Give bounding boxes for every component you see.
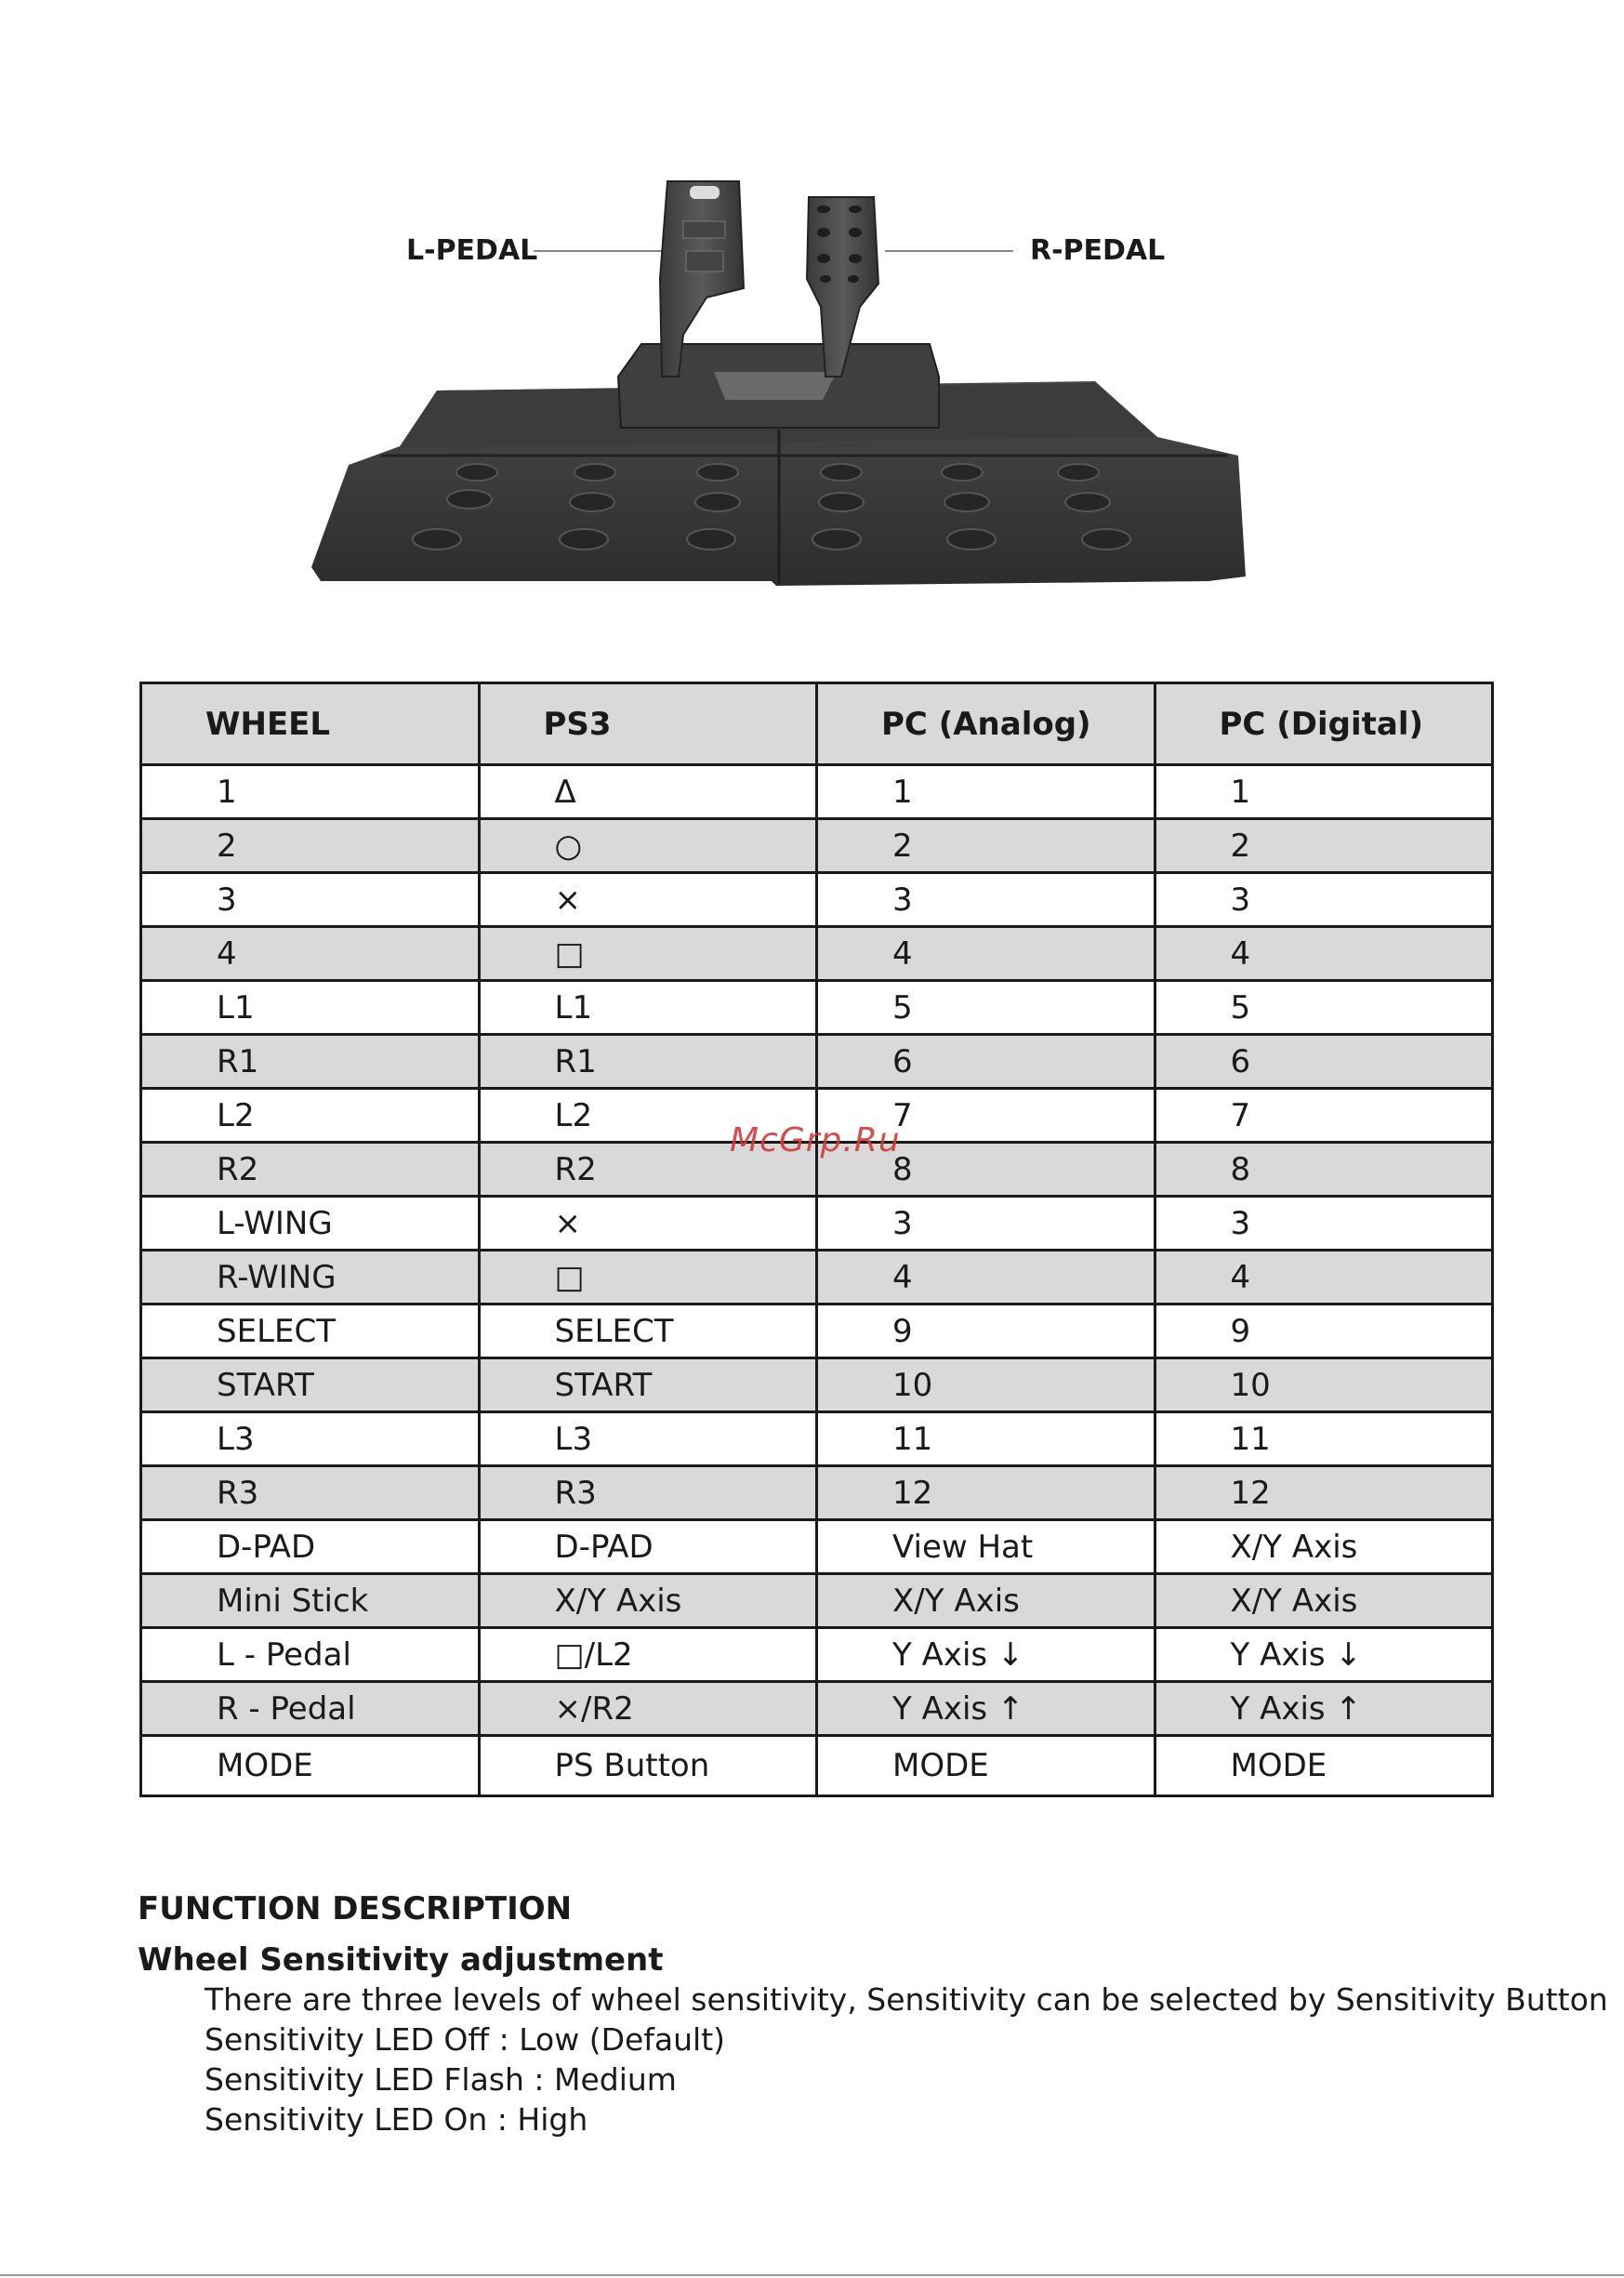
column-header-pc-digital: PC (Digital): [1155, 683, 1493, 765]
table-cell: 2: [141, 819, 480, 873]
table-cell: R3: [141, 1466, 480, 1520]
table-cell: ×/R2: [479, 1682, 817, 1736]
table-cell: X/Y Axis: [479, 1574, 817, 1628]
table-cell: SELECT: [141, 1305, 480, 1358]
table-cell: 2: [817, 819, 1155, 873]
table-cell: START: [141, 1358, 480, 1412]
table-cell: ×: [479, 1197, 817, 1251]
description-line: Sensitivity LED On : High: [205, 2101, 588, 2138]
column-header-ps3: PS3: [479, 683, 817, 765]
table-cell: L2: [479, 1089, 817, 1143]
description-line: Sensitivity LED Flash : Medium: [205, 2061, 677, 2098]
table-cell: 3: [141, 873, 480, 927]
table-cell: Y Axis ↓: [817, 1628, 1155, 1682]
pedal-unit-figure: [0, 0, 1624, 632]
button-mapping-table: [139, 682, 1494, 1797]
table-cell: 8: [1155, 1143, 1493, 1197]
table-cell: PS Button: [479, 1736, 817, 1796]
table-cell: 1: [141, 765, 480, 819]
table-row: [141, 1466, 1493, 1520]
table-cell: 3: [817, 1197, 1155, 1251]
l-pedal-callout: L-PEDAL: [406, 234, 538, 267]
table-cell: R-WING: [141, 1251, 480, 1305]
table-cell: ×: [479, 873, 817, 927]
table-cell: Mini Stick: [141, 1574, 480, 1628]
table-cell: ○: [479, 819, 817, 873]
table-cell: Y Axis ↑: [1155, 1682, 1493, 1736]
table-cell: 8: [817, 1143, 1155, 1197]
table-cell: L3: [479, 1412, 817, 1466]
table-cell: 7: [817, 1089, 1155, 1143]
table-cell: R - Pedal: [141, 1682, 480, 1736]
table-cell: R2: [479, 1143, 817, 1197]
table-cell: MODE: [1155, 1736, 1493, 1796]
table-cell: 9: [817, 1305, 1155, 1358]
table-cell: 4: [1155, 1251, 1493, 1305]
table-cell: 4: [817, 927, 1155, 981]
table-cell: R1: [141, 1035, 480, 1089]
table-cell: 12: [1155, 1466, 1493, 1520]
table-cell: 5: [1155, 981, 1493, 1035]
table-cell: Y Axis ↑: [817, 1682, 1155, 1736]
function-description-heading: FUNCTION DESCRIPTION: [138, 1890, 573, 1927]
table-cell: R3: [479, 1466, 817, 1520]
sensitivity-subheading: Wheel Sensitivity adjustment: [138, 1941, 664, 1979]
description-line: Sensitivity LED Off : Low (Default): [205, 2021, 726, 2058]
table-cell: L-WING: [141, 1197, 480, 1251]
table-cell: Δ: [479, 765, 817, 819]
table-row: [141, 1682, 1493, 1736]
table-row: [141, 1574, 1493, 1628]
table-cell: □: [479, 927, 817, 981]
table-row: [141, 1412, 1493, 1466]
table-cell: R1: [479, 1035, 817, 1089]
table-cell: L3: [141, 1412, 480, 1466]
r-pedal-callout: R-PEDAL: [1030, 234, 1166, 267]
table-cell: 11: [1155, 1412, 1493, 1466]
table-row: [141, 873, 1493, 927]
page-bottom-rule: [0, 2274, 1624, 2276]
table-cell: 10: [1155, 1358, 1493, 1412]
table-cell: 6: [817, 1035, 1155, 1089]
table-cell: 12: [817, 1466, 1155, 1520]
table-cell: D-PAD: [479, 1520, 817, 1574]
table-row: [141, 1628, 1493, 1682]
table-header-row: [141, 683, 1493, 765]
table-row: [141, 927, 1493, 981]
column-header-wheel: WHEEL: [141, 683, 480, 765]
table-row: [141, 1035, 1493, 1089]
table-row: [141, 819, 1493, 873]
table-cell: 4: [1155, 927, 1493, 981]
table-cell: R2: [141, 1143, 480, 1197]
table-cell: 5: [817, 981, 1155, 1035]
table-cell: □: [479, 1251, 817, 1305]
table-cell: X/Y Axis: [1155, 1574, 1493, 1628]
column-header-pc-analog: PC (Analog): [817, 683, 1155, 765]
table-cell: 3: [1155, 873, 1493, 927]
table-row: [141, 1305, 1493, 1358]
table-cell: L1: [141, 981, 480, 1035]
table-row: [141, 1736, 1493, 1796]
table-cell: X/Y Axis: [817, 1574, 1155, 1628]
table-row: [141, 1520, 1493, 1574]
table-cell: 11: [817, 1412, 1155, 1466]
table-row: [141, 1197, 1493, 1251]
table-cell: SELECT: [479, 1305, 817, 1358]
table-cell: 3: [1155, 1197, 1493, 1251]
table-cell: 3: [817, 873, 1155, 927]
table-cell: 4: [141, 927, 480, 981]
watermark: McGrp.Ru: [730, 1121, 901, 1159]
table-row: [141, 1358, 1493, 1412]
table-cell: 6: [1155, 1035, 1493, 1089]
pedal-unit-illustration: [0, 0, 1624, 632]
description-line: There are three levels of wheel sensitivity, Sensitivity can be selected by Sensitivity Button: [205, 1981, 1608, 2018]
table-cell: 4: [817, 1251, 1155, 1305]
table-cell: D-PAD: [141, 1520, 480, 1574]
table-cell: L1: [479, 981, 817, 1035]
table-cell: MODE: [817, 1736, 1155, 1796]
table-cell: 9: [1155, 1305, 1493, 1358]
table-cell: L - Pedal: [141, 1628, 480, 1682]
table-row: [141, 981, 1493, 1035]
table-cell: 7: [1155, 1089, 1493, 1143]
table-cell: START: [479, 1358, 817, 1412]
table-cell: MODE: [141, 1736, 480, 1796]
table-cell: L2: [141, 1089, 480, 1143]
table-cell: View Hat: [817, 1520, 1155, 1574]
table-cell: 2: [1155, 819, 1493, 873]
table-cell: Y Axis ↓: [1155, 1628, 1493, 1682]
table-row: [141, 1251, 1493, 1305]
table-cell: 10: [817, 1358, 1155, 1412]
table-row: [141, 765, 1493, 819]
table-cell: X/Y Axis: [1155, 1520, 1493, 1574]
table-cell: 1: [817, 765, 1155, 819]
table-cell: □/L2: [479, 1628, 817, 1682]
table-cell: 1: [1155, 765, 1493, 819]
